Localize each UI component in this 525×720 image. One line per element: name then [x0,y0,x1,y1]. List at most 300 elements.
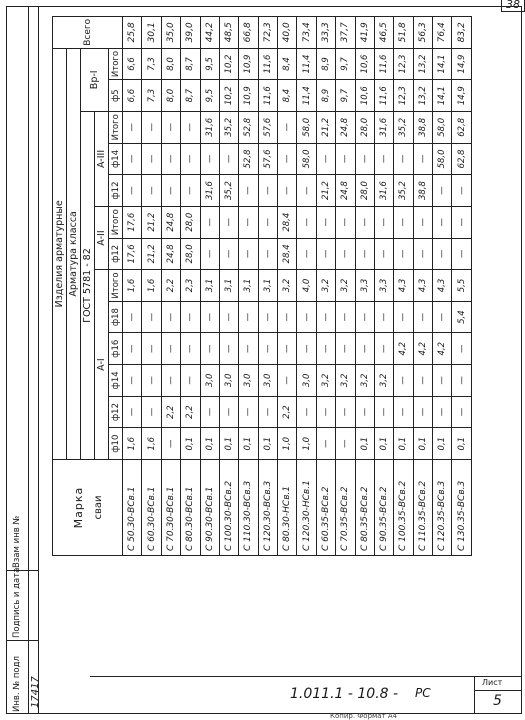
table-cell: 3,2 [355,365,374,397]
table-cell: — [316,143,335,175]
table-cell: 31,6 [200,175,219,207]
header-class-b1: Bp-I [89,70,100,90]
row-total: 46,5 [374,17,393,49]
table-cell: — [433,396,452,428]
row-total: 73,4 [297,17,316,49]
row-mark: С 60.35-ВСв.2 [316,460,335,556]
table-cell: 0,1 [394,428,413,460]
table-cell: 14,9 [452,48,472,80]
table-cell: 8,0 [161,48,180,80]
table-cell: 0,1 [452,428,472,460]
table-cell: — [219,333,238,365]
table-row [161,17,180,556]
table-cell: — [374,238,393,270]
table-cell: 3,2 [278,270,297,302]
row-total: 51,8 [394,17,413,49]
row-total: 40,0 [278,17,297,49]
row-mark: С 130.35-ВСв.3 [452,460,472,556]
table-cell: 3,0 [258,365,277,397]
table-cell: 4,2 [413,333,432,365]
column-header: Итого [109,206,123,238]
table-cell: 8,4 [278,80,297,112]
table-cell: 3,1 [219,270,238,302]
table-cell: 4,0 [297,270,316,302]
table-cell: 9,5 [200,80,219,112]
table-cell: — [452,333,472,365]
header-class-a3: A-III [95,111,109,206]
row-mark: С 60.30-ВСв.1 [142,460,161,556]
row-mark: С 120.30-ВСв.3 [258,460,277,556]
table-cell: 14,1 [433,80,452,112]
table-row [278,17,297,556]
table-cell: 11,4 [297,80,316,112]
table-cell: 21,2 [142,206,161,238]
table-cell: 28,0 [181,238,200,270]
table-row [200,17,219,556]
table-row [181,17,200,556]
stamp-sep-1 [6,570,38,571]
table-row [239,17,258,556]
rotated-table-wrap [52,16,472,556]
table-cell: — [219,396,238,428]
table-cell: — [297,301,316,333]
row-total: 25,8 [123,17,142,49]
table-row [355,17,374,556]
table-row [297,17,316,556]
table-cell: 1,0 [297,428,316,460]
table-cell: 4,3 [413,270,432,302]
table-cell: — [278,143,297,175]
table-cell: — [239,175,258,207]
table-cell: — [278,333,297,365]
table-cell: 4,3 [433,270,452,302]
table-cell: — [413,206,432,238]
header-armatura: Арматура класса [67,48,81,459]
table-cell: 10,9 [239,80,258,112]
header-class-a2: A-II [95,206,109,269]
row-total: 44,2 [200,17,219,49]
inventory-number: 17417 [30,676,41,708]
table-cell: — [181,111,200,143]
table-row [123,17,142,556]
table-row [142,17,161,556]
table-cell: — [278,301,297,333]
table-cell: 11,4 [297,48,316,80]
table-cell: — [258,175,277,207]
bottom-format-text: Копир. Формат А4 [330,712,398,720]
title-block-top [90,676,522,677]
table-cell: — [394,206,413,238]
table-cell: 3,3 [374,270,393,302]
title-block-designation: 1.011.1 - 10.8 - [290,686,399,702]
table-cell: 31,6 [374,175,393,207]
table-cell: 9,7 [336,48,355,80]
table-cell: 28,0 [355,111,374,143]
column-header: ф10 [109,428,123,460]
table-cell: 11,6 [258,48,277,80]
row-mark: С 50.30-ВСв.1 [123,460,142,556]
table-cell: — [258,206,277,238]
table-cell: — [161,111,180,143]
table-cell: 4,3 [394,270,413,302]
header-gost-a: ГОСТ 5781 - 82 [81,111,95,459]
header-mark-sub: сваи [92,495,104,520]
table-cell: 17,6 [123,206,142,238]
column-header: ф5 [109,80,123,112]
table-cell: 5,4 [452,301,472,333]
table-cell: — [219,301,238,333]
stamp-inv-label: Инв. № подл [12,656,22,712]
table-cell: 21,2 [316,111,335,143]
table-cell: 31,6 [200,111,219,143]
table-cell: — [374,301,393,333]
table-cell: 3,2 [316,270,335,302]
table-cell: — [239,301,258,333]
table-cell: — [181,175,200,207]
table-cell: — [181,143,200,175]
column-header: Итого [109,270,123,302]
table-cell: 0,1 [258,428,277,460]
row-mark: С 80.30-ВСв.1 [181,460,200,556]
table-cell: — [278,365,297,397]
table-row [219,17,238,556]
row-mark: С 90.35-ВСв.2 [374,460,393,556]
table-cell: — [181,301,200,333]
table-cell: — [123,365,142,397]
table-cell: 10,9 [239,48,258,80]
table-cell: 9,7 [336,80,355,112]
table-cell: 6,6 [123,48,142,80]
table-cell: 4,2 [394,333,413,365]
table-cell: — [336,143,355,175]
row-mark: С 120.30-НСв.1 [297,460,316,556]
table-row [374,17,393,556]
table-cell: 2,2 [161,396,180,428]
table-cell: 24,8 [336,111,355,143]
table-cell: — [452,396,472,428]
table-cell: 1,6 [123,428,142,460]
table-cell: 11,6 [374,80,393,112]
table-cell: 4,2 [433,333,452,365]
table-cell: — [161,301,180,333]
table-cell: 0,1 [200,428,219,460]
table-cell: 62,8 [452,143,472,175]
table-cell: — [374,396,393,428]
table-cell: — [413,143,432,175]
table-cell: 57,6 [258,111,277,143]
table-cell: — [316,396,335,428]
table-cell: 1,0 [278,428,297,460]
column-header: ф14 [109,365,123,397]
row-mark: С 100.35-ВСв.2 [394,460,413,556]
row-mark: С 80.35-ВСв.2 [355,460,374,556]
table-cell: — [161,333,180,365]
table-cell: — [219,143,238,175]
header-mark: Марка [71,486,85,529]
table-cell: 8,9 [316,80,335,112]
table-cell: 3,2 [374,365,393,397]
column-header: ф16 [109,333,123,365]
table-cell: 35,2 [394,111,413,143]
table-cell: — [239,333,258,365]
row-total: 48,5 [219,17,238,49]
table-cell: 14,1 [433,48,452,80]
table-cell: — [161,143,180,175]
column-header: Итого [109,111,123,143]
table-cell: — [413,238,432,270]
table-cell: — [374,333,393,365]
table-cell: — [123,396,142,428]
table-cell: — [142,365,161,397]
table-cell: 7,3 [142,80,161,112]
table-cell: 12,3 [394,48,413,80]
table-cell: — [239,238,258,270]
table-row [433,17,452,556]
table-cell: 0,1 [239,428,258,460]
table-cell: 2,2 [278,396,297,428]
table-cell: — [394,396,413,428]
row-total: 56,3 [413,17,432,49]
table-cell: — [200,396,219,428]
table-cell: 3,0 [297,365,316,397]
row-total: 66,8 [239,17,258,49]
table-cell: 28,0 [355,175,374,207]
table-cell: — [142,396,161,428]
title-block-sheet-label: Лист [482,678,503,687]
page-number-top: 38 [501,0,525,12]
table-cell: — [394,238,413,270]
table-cell: 14,9 [452,80,472,112]
table-cell: 0,1 [374,428,393,460]
table-cell: 11,6 [258,80,277,112]
table-cell: 58,0 [297,143,316,175]
table-cell: 1,6 [142,428,161,460]
table-cell: — [239,396,258,428]
row-total: 76,4 [433,17,452,49]
table-cell: 10,6 [355,80,374,112]
table-row [452,17,472,556]
table-cell: — [452,206,472,238]
table-cell: 3,0 [200,365,219,397]
table-cell: — [355,143,374,175]
table-cell: 57,6 [258,143,277,175]
table-cell: 3,1 [200,270,219,302]
table-cell: 2,2 [161,270,180,302]
table-row [394,17,413,556]
row-mark: С 70.30-ВСв.1 [161,460,180,556]
table-cell: — [413,301,432,333]
title-block-vdiv [474,676,475,714]
table-cell: 17,6 [123,238,142,270]
table-cell: 24,8 [161,238,180,270]
header-class-a1: A-I [95,270,109,460]
table-cell: 12,3 [394,80,413,112]
row-total: 30,1 [142,17,161,49]
table-cell: — [316,301,335,333]
table-cell: — [316,333,335,365]
table-cell: 62,8 [452,111,472,143]
table-cell: 10,2 [219,80,238,112]
table-cell: 5,5 [452,270,472,302]
table-cell: 21,2 [316,175,335,207]
table-cell: — [297,333,316,365]
table-cell: 1,6 [142,270,161,302]
table-cell: — [355,396,374,428]
table-cell: — [200,301,219,333]
table-cell: — [336,428,355,460]
header-total: Всего [53,17,123,49]
table-cell: — [433,301,452,333]
table-cell: 7,3 [142,48,161,80]
row-total: 72,3 [258,17,277,49]
table-cell: 0,1 [433,428,452,460]
table-cell: 28,4 [278,206,297,238]
table-row [316,17,335,556]
table-cell: — [258,301,277,333]
table-cell: — [200,206,219,238]
table-cell: 35,2 [219,111,238,143]
table-cell: 0,1 [413,428,432,460]
table-cell: — [123,111,142,143]
table-cell: — [142,111,161,143]
stamp-sign-label: Подпись и дата [12,567,22,638]
table-cell: — [336,396,355,428]
table-cell: 10,6 [355,48,374,80]
table-cell: — [200,143,219,175]
row-mark: С 120.35-ВСв.3 [433,460,452,556]
table-cell: — [278,175,297,207]
table-cell: 52,8 [239,143,258,175]
column-header: ф12 [109,175,123,207]
table-cell: 58,0 [297,111,316,143]
row-mark: С 100.30-ВСв.2 [219,460,238,556]
table-cell: — [219,238,238,270]
table-cell: — [219,206,238,238]
table-cell: — [316,206,335,238]
table-row [413,17,432,556]
table-cell: 8,7 [181,48,200,80]
table-cell: 28,4 [278,238,297,270]
table-cell: 28,0 [181,206,200,238]
table-cell: — [355,206,374,238]
table-cell: 35,2 [219,175,238,207]
table-cell: — [142,333,161,365]
table-cell: — [374,206,393,238]
table-cell: — [316,428,335,460]
table-cell: — [297,396,316,428]
table-cell: — [142,175,161,207]
table-cell: 13,2 [413,80,432,112]
column-header: Итого [109,48,123,80]
table-cell: 0,1 [355,428,374,460]
table-cell: 38,8 [413,175,432,207]
header-products: Изделия арматурные [53,48,67,459]
table-cell: 58,0 [433,111,452,143]
table-cell: 0,1 [219,428,238,460]
table-cell: 8,7 [181,80,200,112]
table-cell: — [394,365,413,397]
table-cell: — [123,333,142,365]
reinforcement-table [52,16,472,556]
table-cell: — [374,143,393,175]
table-cell: — [200,333,219,365]
table-cell: — [297,175,316,207]
table-cell: — [181,333,200,365]
table-cell: — [336,333,355,365]
table-cell: — [123,301,142,333]
table-cell: 35,2 [394,175,413,207]
table-cell: 9,5 [200,48,219,80]
table-row [258,17,277,556]
column-header: ф12 [109,238,123,270]
header-class-b1-cell [81,48,109,111]
table-cell: 0,1 [181,428,200,460]
table-cell: 3,3 [355,270,374,302]
row-total: 33,3 [316,17,335,49]
table-cell: — [181,365,200,397]
table-row [336,17,355,556]
table-cell: — [355,238,374,270]
table-cell: — [336,301,355,333]
header-mark-cell [53,460,123,556]
table-cell: 3,2 [336,365,355,397]
stamp-strip-line [38,6,39,714]
table-cell: — [142,301,161,333]
table-cell: 21,2 [142,238,161,270]
table-cell: — [452,175,472,207]
table-cell: 13,2 [413,48,432,80]
table-cell: — [239,206,258,238]
table-cell: — [413,396,432,428]
row-mark: С 70.35-ВСв.2 [336,460,355,556]
table-cell: — [258,238,277,270]
row-total: 83,2 [452,17,472,49]
column-header: ф14 [109,143,123,175]
row-total: 35,0 [161,17,180,49]
table-cell: 52,8 [239,111,258,143]
table-cell: 31,6 [374,111,393,143]
table-cell: 6,6 [123,80,142,112]
stamp-sep-2 [6,640,38,641]
stamp-strip-divider [28,6,29,714]
title-block-hdiv [474,690,522,691]
table-cell: — [316,238,335,270]
row-total: 39,0 [181,17,200,49]
row-total: 37,7 [336,17,355,49]
title-block-sheet-code: PC [415,686,431,700]
table-cell: 1,6 [123,270,142,302]
column-header: ф18 [109,301,123,333]
table-cell: — [336,238,355,270]
table-cell: — [258,396,277,428]
table-cell: 24,8 [161,206,180,238]
table-cell: 8,4 [278,48,297,80]
table-cell: 58,0 [433,143,452,175]
table-cell: — [355,333,374,365]
table-cell: 38,8 [413,111,432,143]
table-cell: 8,9 [316,48,335,80]
row-total: 41,9 [355,17,374,49]
table-cell: 2,2 [181,396,200,428]
row-mark: С 80.30-НСв.1 [278,460,297,556]
row-mark: С 90.30-ВСв.1 [200,460,219,556]
table-cell: — [433,238,452,270]
table-cell: — [433,206,452,238]
table-cell: — [452,365,472,397]
table-cell: 2,3 [181,270,200,302]
table-cell: 3,2 [336,270,355,302]
title-block-sheet-number: 5 [493,693,502,709]
